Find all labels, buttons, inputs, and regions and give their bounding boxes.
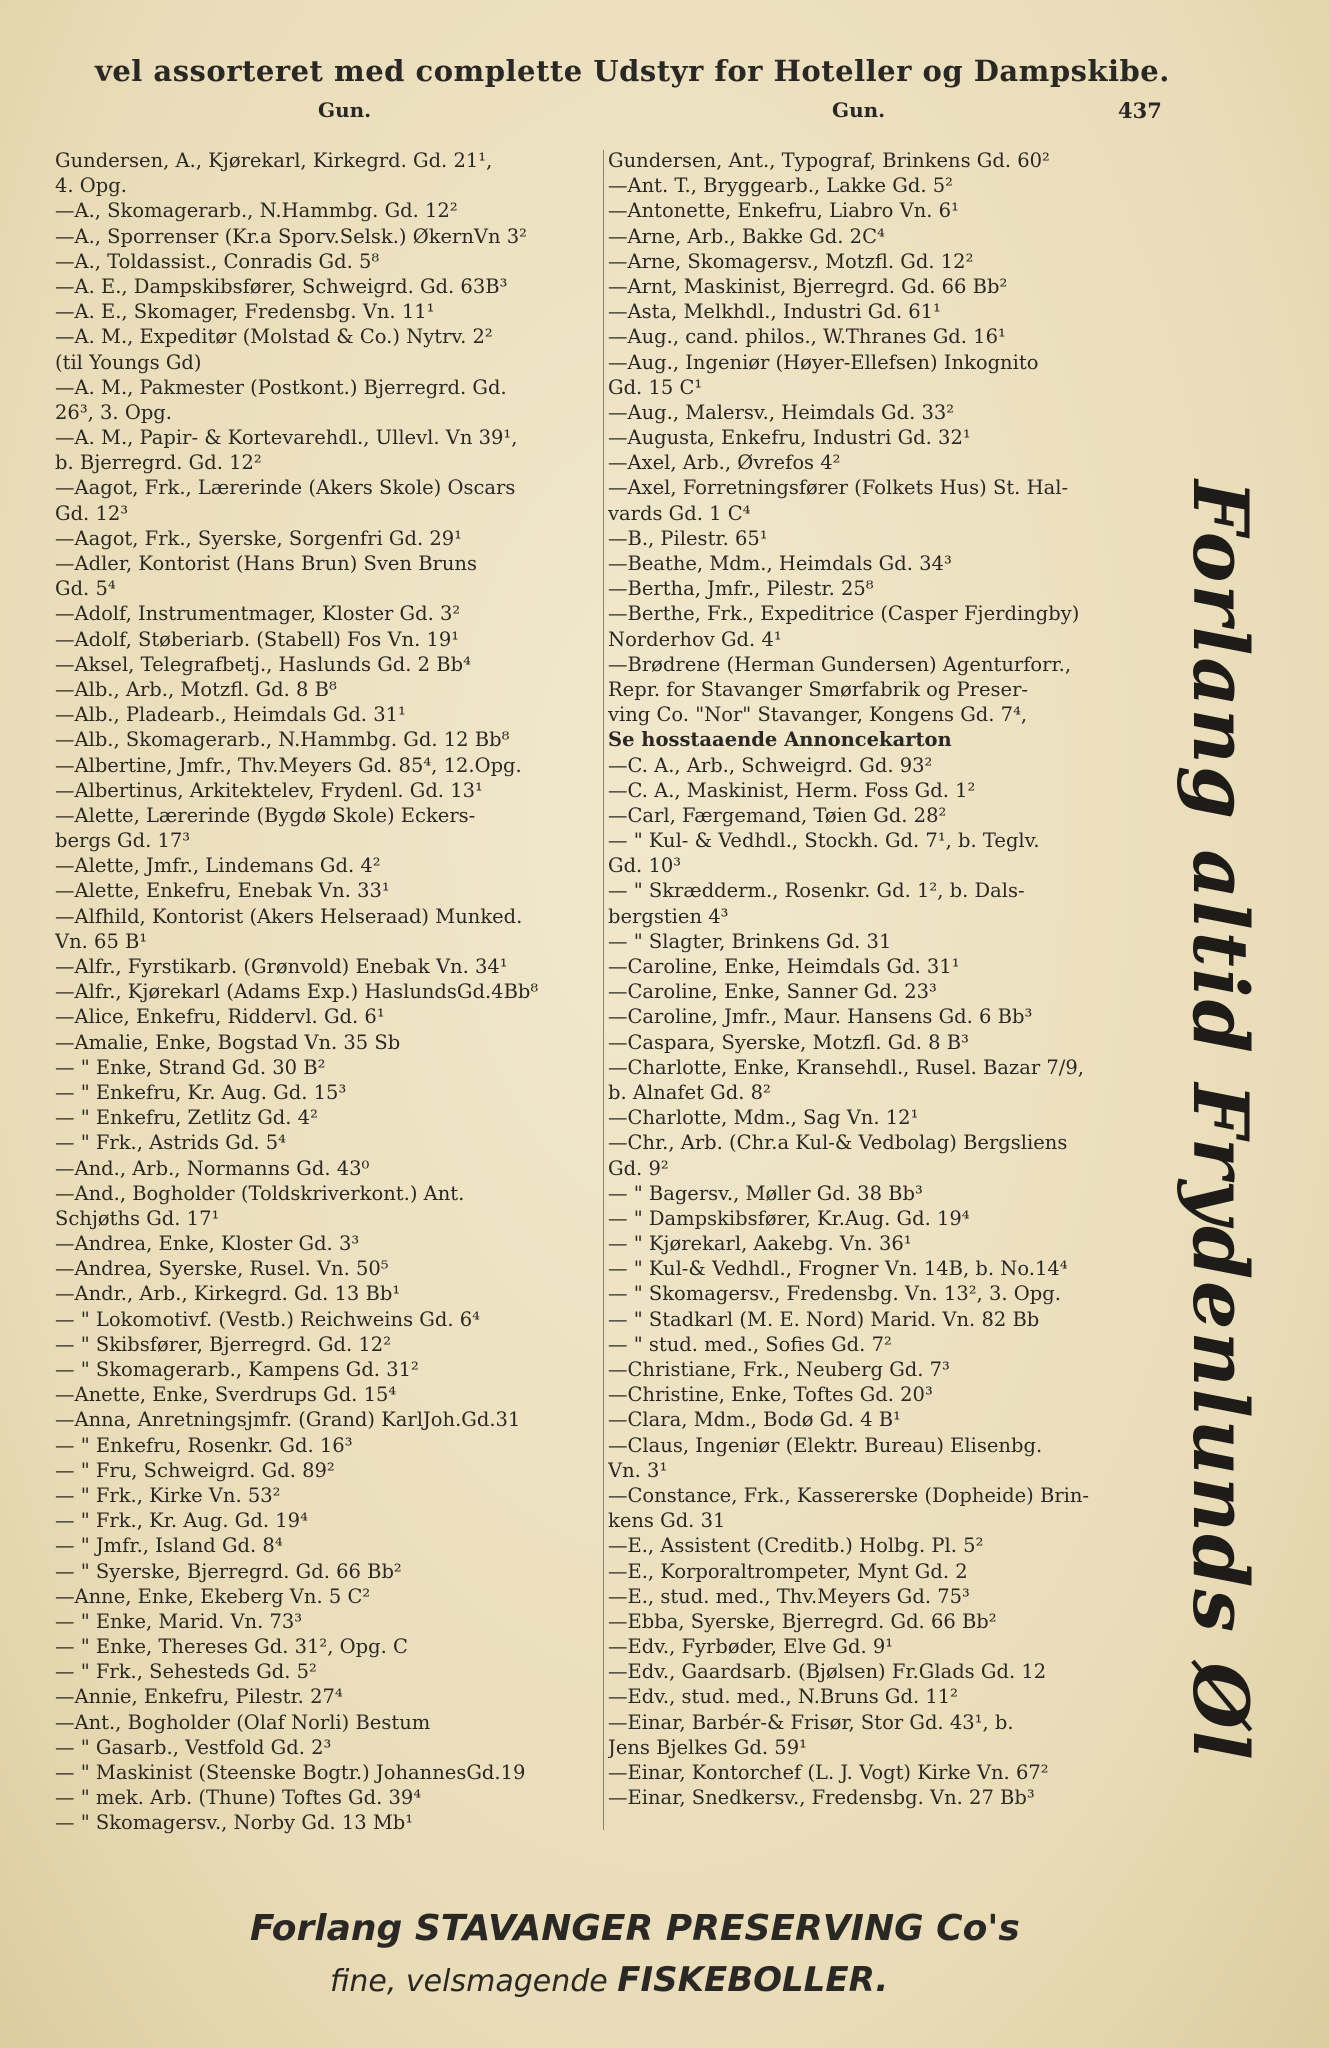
directory-entry-line: — " Maskinist (Steenske Bogtr.) JohannesGd.19 bbox=[55, 1761, 526, 1784]
directory-entry-line: —Anette, Enke, Sverdrups Gd. 15⁴ bbox=[55, 1383, 397, 1407]
directory-entry-line: —Aug., Malersv., Heimdals Gd. 33² bbox=[608, 400, 955, 424]
directory-entry-line: —C. A., Maskinist, Herm. Foss Gd. 1² bbox=[608, 778, 976, 802]
page-number: 437 bbox=[1118, 98, 1162, 123]
directory-entry-line: —A. E., Skomager, Fredensbg. Vn. 11¹ bbox=[55, 300, 435, 324]
directory-entry-line: Repr. for Stavanger Smørfabrik og Preser- bbox=[608, 677, 1028, 701]
directory-entry-line: Gundersen, Ant., Typograf, Brinkens Gd. 60² bbox=[608, 149, 1050, 172]
directory-entry-line: —Arne, Skomagersv., Motzfl. Gd. 12² bbox=[608, 249, 974, 273]
directory-entry-line: —Christine, Enke, Toftes Gd. 20³ bbox=[608, 1383, 933, 1407]
directory-entry-line: —And., Bogholder (Toldskriverkont.) Ant. bbox=[55, 1181, 465, 1205]
directory-entry-line: — " Kjørekarl, Aakebg. Vn. 36¹ bbox=[608, 1232, 912, 1256]
directory-entry-line: b. Alnafet Gd. 8² bbox=[608, 1080, 771, 1104]
directory-entry-line: — " Skrædderm., Rosenkr. Gd. 1², b. Dals- bbox=[608, 879, 1025, 903]
directory-entry-line: — " Syerske, Bjerregrd. Gd. 66 Bb² bbox=[55, 1559, 402, 1583]
directory-entry-line: — " Enkefru, Zetlitz Gd. 4² bbox=[55, 1106, 318, 1130]
left-guide-word: Gun. bbox=[318, 98, 372, 122]
directory-entry-line: — " mek. Arb. (Thune) Toftes Gd. 39⁴ bbox=[55, 1786, 422, 1810]
directory-entry-line: —Aagot, Frk., Syerske, Sorgenfri Gd. 29¹ bbox=[55, 526, 462, 550]
directory-entry-line: —Aksel, Telegrafbetj., Haslunds Gd. 2 Bb⁴ bbox=[55, 652, 471, 676]
column-divider bbox=[603, 150, 604, 1830]
directory-entry-line: —Alfhild, Kontorist (Akers Helseraad) Munked. bbox=[55, 904, 523, 928]
directory-entry-line: — " Jmfr., Island Gd. 8⁴ bbox=[55, 1534, 283, 1558]
right-guide-word: Gun. bbox=[832, 98, 886, 122]
directory-entry-line: —Alette, Lærerinde (Bygdø Skole) Eckers- bbox=[55, 803, 476, 827]
directory-entry-line: — " Kul- & Vedhdl., Stockh. Gd. 7¹, b. Teglv. bbox=[608, 829, 1040, 853]
directory-entry-line: —Axel, Forretningsfører (Folkets Hus) St. Hal- bbox=[608, 476, 1069, 500]
directory-entry-line: —Anne, Enke, Ekeberg Vn. 5 C² bbox=[55, 1584, 371, 1608]
directory-entry-line: — " Enke, Strand Gd. 30 B² bbox=[55, 1055, 326, 1079]
directory-entry-line: Se hosstaaende Annoncekarton bbox=[608, 728, 952, 752]
directory-entry-line: —Edv., stud. med., N.Bruns Gd. 11² bbox=[608, 1685, 958, 1709]
directory-entry-line: —Bertha, Jmfr., Pilestr. 25⁸ bbox=[608, 577, 874, 601]
directory-entry-line: — " Stadkarl (M. E. Nord) Marid. Vn. 82 Bb bbox=[608, 1307, 1040, 1331]
right-column bbox=[608, 148, 1163, 1810]
directory-entry-line: —Arnt, Maskinist, Bjerregrd. Gd. 66 Bb² bbox=[608, 274, 1008, 298]
directory-entry-line: —B., Pilestr. 65¹ bbox=[608, 526, 768, 550]
directory-entry-line: — " Fru, Schweigrd. Gd. 89² bbox=[55, 1458, 335, 1482]
directory-entry-line: — " Enkefru, Kr. Aug. Gd. 15³ bbox=[55, 1080, 347, 1104]
directory-entry-line: —Alice, Enkefru, Riddervl. Gd. 6¹ bbox=[55, 1005, 385, 1029]
directory-entry-line: —Andrea, Enke, Kloster Gd. 3³ bbox=[55, 1232, 360, 1256]
directory-entry-line: Gd. 9² bbox=[608, 1156, 669, 1180]
bottom-ad-line-2 bbox=[330, 1960, 1030, 2000]
directory-entry-line: —A., Skomagerarb., N.Hammbg. Gd. 12² bbox=[55, 199, 458, 223]
directory-entry-line: —E., Assistent (Creditb.) Holbg. Pl. 5² bbox=[608, 1534, 984, 1558]
directory-entry-line: —Alb., Arb., Motzfl. Gd. 8 B⁸ bbox=[55, 677, 337, 701]
directory-entry-line: — " Frk., Astrids Gd. 5⁴ bbox=[55, 1131, 286, 1155]
directory-entry-line: 4. Opg. bbox=[55, 174, 127, 198]
directory-entry-line: —Adler, Kontorist (Hans Brun) Sven Bruns bbox=[55, 552, 477, 575]
directory-entry-line: — " stud. med., Sofies Gd. 7² bbox=[608, 1332, 892, 1356]
directory-entry-line: —Aug., Ingeniør (Høyer-Ellefsen) Inkognito bbox=[608, 350, 1039, 374]
directory-entry-line: — " Frk., Sehesteds Gd. 5² bbox=[55, 1660, 317, 1684]
directory-entry-line: —Brødrene (Herman Gundersen) Agenturforr., bbox=[608, 652, 1072, 676]
directory-entry-line: —Berthe, Frk., Expeditrice (Casper Fjerdingby) bbox=[608, 602, 1080, 626]
directory-entry-line: Norderhov Gd. 4¹ bbox=[608, 627, 782, 651]
directory-entry-line: —Caroline, Enke, Heimdals Gd. 31¹ bbox=[608, 955, 960, 978]
directory-entry-line: Schjøths Gd. 17¹ bbox=[55, 1206, 220, 1230]
directory-entry-line: —Charlotte, Enke, Kransehdl., Rusel. Bazar 7/9, bbox=[608, 1055, 1084, 1079]
directory-entry-line: 26³, 3. Opg. bbox=[55, 400, 172, 424]
directory-entry-line: —Aagot, Frk., Lærerinde (Akers Skole) Oscars bbox=[55, 476, 516, 500]
directory-entry-line: —Arne, Arb., Bakke Gd. 2C⁴ bbox=[608, 224, 885, 248]
side-ad-text: Forlang altid Frydenlunds Øl bbox=[1176, 480, 1265, 1762]
directory-entry-line: —Alb., Skomagerarb., N.Hammbg. Gd. 12 Bb⁸ bbox=[55, 728, 510, 752]
directory-entry-line: — " Enke, Thereses Gd. 31², Opg. C bbox=[55, 1635, 408, 1659]
directory-entry-line: —C. A., Arb., Schweigrd. Gd. 93² bbox=[608, 753, 933, 777]
directory-entry-line: bergstien 4³ bbox=[608, 904, 729, 928]
directory-entry-line: (til Youngs Gd) bbox=[55, 350, 202, 374]
directory-entry-line: —A., Toldassist., Conradis Gd. 5⁸ bbox=[55, 249, 380, 273]
directory-entry-line: —Edv., Gaardsarb. (Bjølsen) Fr.Glads Gd. 12 bbox=[608, 1660, 1047, 1684]
directory-entry-line: —Christiane, Frk., Neuberg Gd. 7³ bbox=[608, 1358, 950, 1381]
directory-entry-line: —Antonette, Enkefru, Liabro Vn. 6¹ bbox=[608, 199, 959, 223]
directory-entry-line: —Amalie, Enke, Bogstad Vn. 35 Sb bbox=[55, 1030, 401, 1054]
directory-entry-line: —Ebba, Syerske, Bjerregrd. Gd. 66 Bb² bbox=[608, 1609, 997, 1633]
directory-entry-line: —Einar, Barbér-& Frisør, Stor Gd. 43¹, b. bbox=[608, 1710, 1014, 1734]
directory-entry-line: —Aug., cand. philos., W.Thranes Gd. 16¹ bbox=[608, 325, 1006, 349]
directory-entry-line: —A. E., Dampskibsfører, Schweigrd. Gd. 63B³ bbox=[55, 274, 508, 298]
directory-entry-line: Vn. 65 B¹ bbox=[55, 929, 148, 953]
directory-entry-line: —Albertinus, Arkitektelev, Frydenl. Gd. 13¹ bbox=[55, 778, 483, 802]
directory-entry-line: — " Enke, Marid. Vn. 73³ bbox=[55, 1609, 303, 1633]
directory-entry-line: —Adolf, Instrumentmager, Kloster Gd. 3² bbox=[55, 602, 461, 626]
directory-entry-line: —Chr., Arb. (Chr.a Kul-& Vedbolag) Bergsliens bbox=[608, 1131, 1068, 1155]
bottom-ad-line-2-b: FISKEBOLLER. bbox=[617, 1960, 889, 2000]
directory-entry-line: —Constance, Frk., Kassererske (Dopheide) Brin- bbox=[608, 1483, 1090, 1507]
directory-entry-line: — " Kul-& Vedhdl., Frogner Vn. 14B, b. No.14⁴ bbox=[608, 1257, 1068, 1281]
directory-entry-line: —Caroline, Enke, Sanner Gd. 23³ bbox=[608, 980, 937, 1004]
directory-entry-line: —Ant., Bogholder (Olaf Norli) Bestum bbox=[55, 1710, 431, 1734]
directory-entry-line: — " Skomagersv., Fredensbg. Vn. 13², 3. Opg. bbox=[608, 1282, 1061, 1306]
directory-entry-line: —Ant. T., Bryggearb., Lakke Gd. 5² bbox=[608, 174, 953, 198]
directory-entry-line: —Alfr., Fyrstikarb. (Grønvold) Enebak Vn. 34¹ bbox=[55, 955, 508, 978]
directory-entry-line: Jens Bjelkes Gd. 59¹ bbox=[608, 1735, 807, 1759]
directory-entry-line: —Carl, Færgemand, Tøien Gd. 28² bbox=[608, 803, 947, 827]
directory-entry-line: — " Skibsfører, Bjerregrd. Gd. 12² bbox=[55, 1332, 392, 1356]
directory-entry-line: — " Bagersv., Møller Gd. 38 Bb³ bbox=[608, 1181, 923, 1205]
directory-entry-line: — " Enkefru, Rosenkr. Gd. 16³ bbox=[55, 1433, 353, 1457]
directory-entry-line: —A., Sporrenser (Kr.a Sporv.Selsk.) ØkernVn 3² bbox=[55, 224, 527, 248]
directory-entry-line: Gundersen, A., Kjørekarl, Kirkegrd. Gd. 21¹, bbox=[55, 149, 493, 172]
directory-entry-line: — " Skomagersv., Norby Gd. 13 Mb¹ bbox=[55, 1811, 414, 1835]
directory-entry-line: Gd. 10³ bbox=[608, 854, 682, 878]
directory-entry-line: —Caspara, Syerske, Motzfl. Gd. 8 B³ bbox=[608, 1030, 969, 1054]
directory-entry-line: —Caroline, Jmfr., Maur. Hansens Gd. 6 Bb³ bbox=[608, 1005, 1033, 1029]
directory-entry-line: —Andrea, Syerske, Rusel. Vn. 50⁵ bbox=[55, 1257, 389, 1281]
directory-entry-line: — " Skomagerarb., Kampens Gd. 31² bbox=[55, 1358, 419, 1381]
directory-entry-line: —Clara, Mdm., Bodø Gd. 4 B¹ bbox=[608, 1408, 901, 1432]
directory-entry-line: —Asta, Melkhdl., Industri Gd. 61¹ bbox=[608, 300, 941, 324]
directory-entry-line: —Axel, Arb., Øvrefos 4² bbox=[608, 451, 841, 475]
directory-entry-line: Gd. 15 C¹ bbox=[608, 375, 703, 399]
directory-entry-line: b. Bjerregrd. Gd. 12² bbox=[55, 451, 262, 475]
directory-entry-line: —And., Arb., Normanns Gd. 43⁰ bbox=[55, 1156, 370, 1180]
directory-entry-line: —Alette, Jmfr., Lindemans Gd. 4² bbox=[55, 854, 381, 878]
directory-entry-line: ving Co. "Nor" Stavanger, Kongens Gd. 7⁴, bbox=[608, 703, 1028, 727]
directory-entry-line: —Alette, Enkefru, Enebak Vn. 33¹ bbox=[55, 879, 390, 903]
directory-entry-line: —E., stud. med., Thv.Meyers Gd. 75³ bbox=[608, 1584, 970, 1608]
directory-entry-line: bergs Gd. 17³ bbox=[55, 829, 191, 853]
directory-entry-line: —Augusta, Enkefru, Industri Gd. 32¹ bbox=[608, 426, 971, 450]
directory-entry-line: —Einar, Kontorchef (L. J. Vogt) Kirke Vn. 67² bbox=[608, 1761, 1049, 1784]
bottom-ad-line-1: Forlang STAVANGER PRESERVING Co's bbox=[250, 1908, 1020, 1949]
directory-entry-line: —Beathe, Mdm., Heimdals Gd. 34³ bbox=[608, 552, 952, 575]
directory-entry-line: Gd. 12³ bbox=[55, 501, 129, 525]
directory-entry-line: —Anna, Anretningsjmfr. (Grand) KarlJoh.Gd.31 bbox=[55, 1408, 521, 1432]
directory-entry-line: —E., Korporaltrompeter, Mynt Gd. 2 bbox=[608, 1559, 968, 1583]
directory-entry-line: — " Dampskibsfører, Kr.Aug. Gd. 19⁴ bbox=[608, 1206, 970, 1230]
directory-entry-line: — " Frk., Kirke Vn. 53² bbox=[55, 1483, 281, 1507]
directory-entry-line: —A. M., Expeditør (Molstad & Co.) Nytrv. 2² bbox=[55, 325, 493, 349]
directory-entry-line: —Charlotte, Mdm., Sag Vn. 12¹ bbox=[608, 1106, 919, 1130]
directory-entry-line: —Alb., Pladearb., Heimdals Gd. 31¹ bbox=[55, 703, 406, 727]
directory-entry-line: —Edv., Fyrbøder, Elve Gd. 9¹ bbox=[608, 1635, 894, 1659]
directory-entry-line: — " Slagter, Brinkens Gd. 31 bbox=[608, 929, 892, 953]
top-banner-ad: vel assorteret med complette Udstyr for Hoteller og Dampskibe. bbox=[95, 54, 1170, 88]
directory-entry-line: — " Frk., Kr. Aug. Gd. 19⁴ bbox=[55, 1509, 308, 1533]
directory-entry-line: —Adolf, Støberiarb. (Stabell) Fos Vn. 19¹ bbox=[55, 627, 460, 651]
directory-entry-line: —Claus, Ingeniør (Elektr. Bureau) Elisenbg. bbox=[608, 1433, 1043, 1457]
bottom-ad-line-2-a: fine, velsmagende bbox=[330, 1964, 618, 1999]
side-advertisement bbox=[1175, 480, 1265, 1860]
directory-entry-line: — " Lokomotivf. (Vestb.) Reichweins Gd. 6⁴ bbox=[55, 1307, 480, 1331]
directory-entry-line: —A. M., Papir- & Kortevarehdl., Ullevl. Vn 39¹, bbox=[55, 426, 518, 450]
directory-entry-line: —Einar, Snedkersv., Fredensbg. Vn. 27 Bb³ bbox=[608, 1786, 1035, 1810]
directory-entry-line: —Albertine, Jmfr., Thv.Meyers Gd. 85⁴, 12.Opg. bbox=[55, 753, 522, 777]
directory-entry-line: — " Gasarb., Vestfold Gd. 2³ bbox=[55, 1735, 332, 1759]
directory-entry-line: kens Gd. 31 bbox=[608, 1509, 726, 1533]
directory-entry-line: Gd. 5⁴ bbox=[55, 577, 116, 601]
directory-entry-line: —Andr., Arb., Kirkegrd. Gd. 13 Bb¹ bbox=[55, 1282, 401, 1306]
directory-entry-line: —A. M., Pakmester (Postkont.) Bjerregrd. Gd. bbox=[55, 375, 507, 399]
directory-entry-line: —Annie, Enkefru, Pilestr. 27⁴ bbox=[55, 1685, 343, 1709]
directory-entry-line: vards Gd. 1 C⁴ bbox=[608, 501, 751, 525]
left-column bbox=[55, 148, 603, 1836]
directory-entry-line: Vn. 3¹ bbox=[608, 1458, 668, 1482]
directory-entry-line: —Alfr., Kjørekarl (Adams Exp.) HaslundsGd.4Bb⁸ bbox=[55, 980, 539, 1004]
